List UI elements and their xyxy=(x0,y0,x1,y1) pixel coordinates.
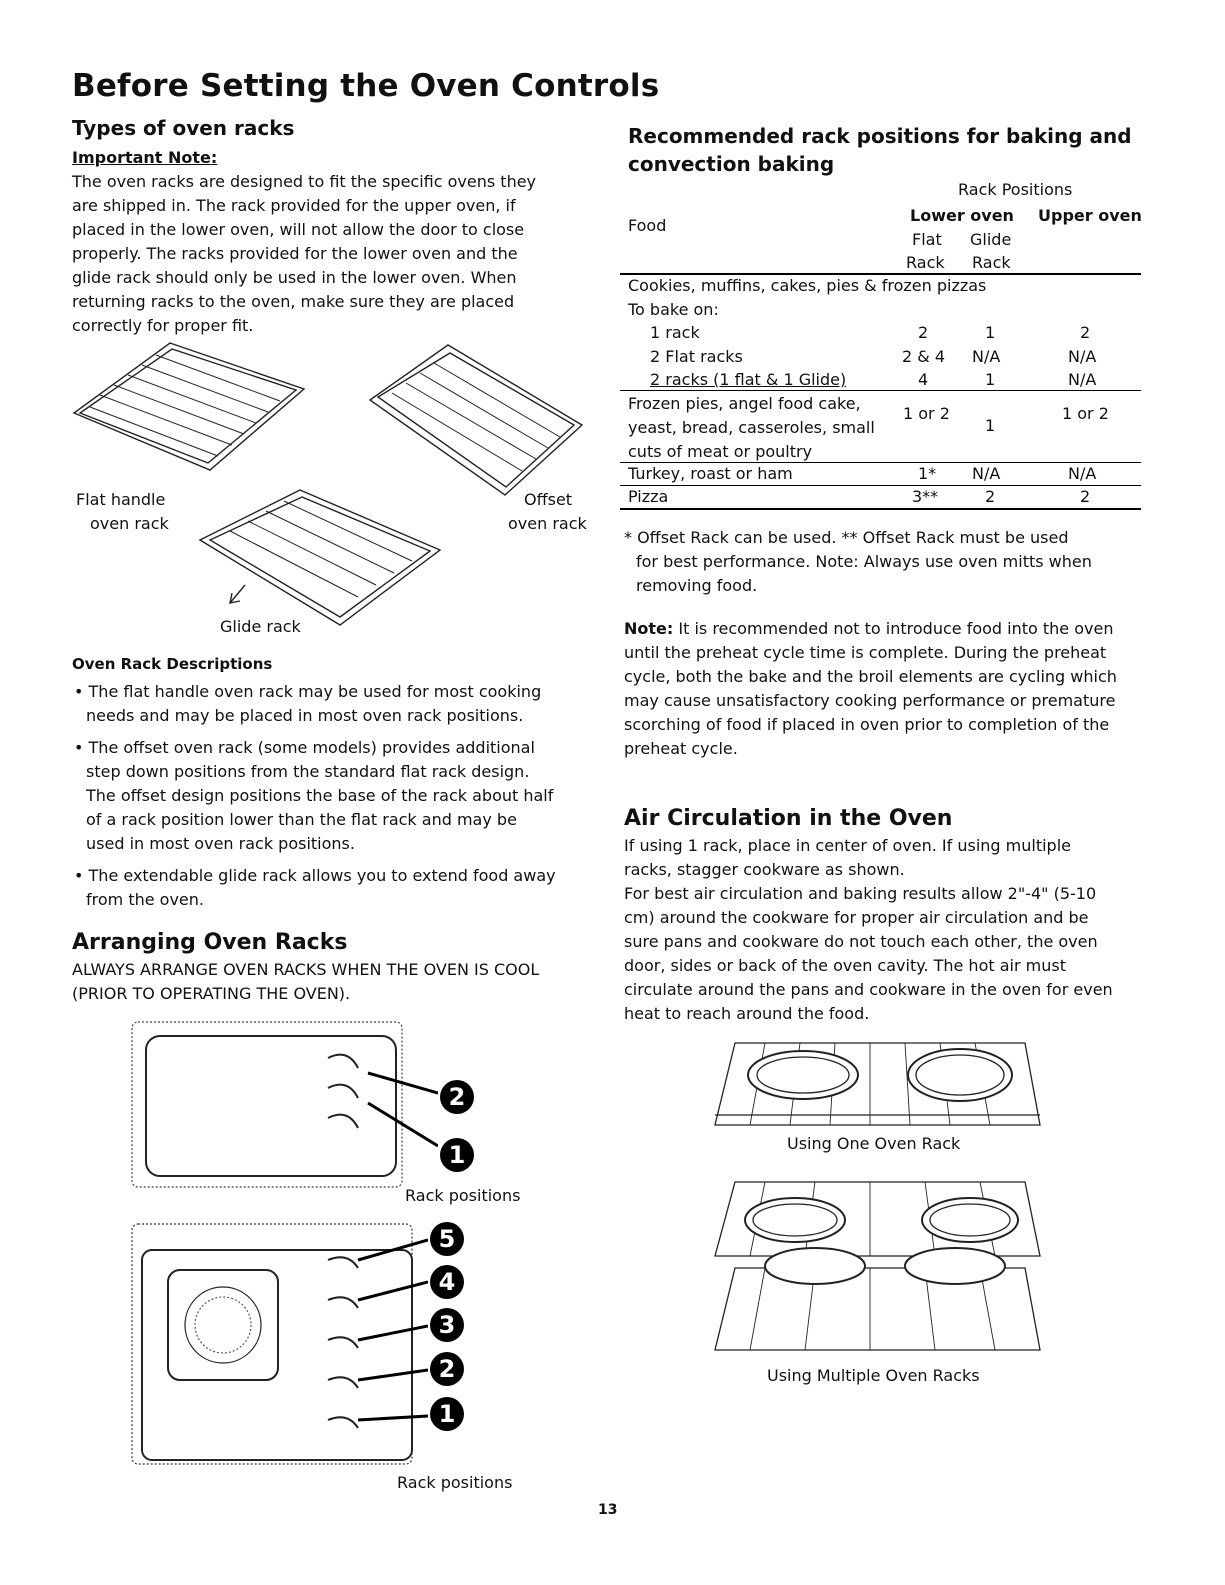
rack-positions-caption-2: Rack positions xyxy=(397,1473,513,1492)
row-glide: 1 xyxy=(985,323,996,342)
row-cookies: Cookies, muffins, cakes, pies & frozen pizzas xyxy=(628,276,987,295)
caption-multi-rack: Using Multiple Oven Racks xyxy=(767,1366,980,1385)
row-frozen: Frozen pies, angel food cake, yeast, bread, casseroles, small cuts of meat or poultry xyxy=(628,394,875,461)
one-rack-illustration xyxy=(705,1035,1050,1130)
lower-oven-header: Lower oven xyxy=(910,206,1014,225)
recommended-heading-1: Recommended rack positions for baking and xyxy=(628,124,1132,148)
offset-rack-label-2: oven rack xyxy=(508,514,587,533)
row-pizza: Pizza xyxy=(628,487,669,506)
arranging-heading: Arranging Oven Racks xyxy=(72,930,348,955)
flat-header-1: Flat xyxy=(912,230,942,249)
glide-header-1: Glide xyxy=(970,230,1012,249)
preheat-note: Note: It is recommended not to introduce food into the oven until the preheat cycle time is complete. During the preheat cycle, both the bake and the broil elements are cycling which may cause unsatisfactory cooking performance or premature scorching of food if placed in oven prior to completion of the preheat cycle. xyxy=(624,619,1117,758)
descriptions-list xyxy=(72,680,602,912)
row-glide: 1 xyxy=(985,370,996,389)
upper-oven-illustration xyxy=(128,1018,438,1193)
frozen-upper: 1 or 2 xyxy=(1062,404,1109,423)
table-rule xyxy=(620,508,1141,510)
rack-position-badge: 4 xyxy=(430,1265,464,1299)
pizza-flat: 3** xyxy=(912,487,939,506)
flat-rack-label-1: Flat handle xyxy=(76,490,166,509)
flat-rack-drawing xyxy=(74,343,304,470)
important-note-text: The oven racks are designed to fit the specific ovens they are shipped in. The rack provided for the upper oven, if placed in the lower oven, will not allow the door to close properly. The racks provided for the lower oven and the glide rack should only be used in the lower oven. When returning racks to the oven, make sure they are placed correctly for proper fit. xyxy=(72,172,537,335)
glide-header-2: Rack xyxy=(972,253,1011,272)
table-rule xyxy=(620,485,1141,486)
lower-oven-illustration xyxy=(128,1220,428,1470)
pizza-glide: 2 xyxy=(985,487,996,506)
turkey-flat: 1* xyxy=(918,464,937,483)
types-heading: Types of oven racks xyxy=(72,116,295,140)
rack-positions-header: Rack Positions xyxy=(958,180,1073,199)
rack-positions-caption-1: Rack positions xyxy=(405,1186,521,1205)
row-to-bake: To bake on: xyxy=(628,300,719,319)
glide-rack-label: Glide rack xyxy=(220,617,301,636)
caption-one-rack: Using One Oven Rack xyxy=(787,1134,961,1153)
row-upper: N/A xyxy=(1068,370,1097,389)
row-glide: N/A xyxy=(972,347,1001,366)
row-flat: 2 & 4 xyxy=(902,347,946,366)
description-bullet: • The offset oven rack (some models) provides additional step down positions from the standard flat rack design. The offset design positions the base of the rack about half of a rack position lower than the flat rack and may be used in most oven rack positions. xyxy=(74,738,554,853)
turkey-upper: N/A xyxy=(1068,464,1097,483)
row-food: 2 racks (1 flat & 1 Glide) xyxy=(650,370,847,389)
rack-position-badge: 2 xyxy=(440,1080,474,1114)
arranging-line-1: ALWAYS ARRANGE OVEN RACKS WHEN THE OVEN IS COOL xyxy=(72,960,540,979)
page-number: 13 xyxy=(598,1502,618,1518)
description-bullet: • The flat handle oven rack may be used for most cooking needs and may be placed in most oven rack positions. xyxy=(74,682,542,725)
offset-rack-drawing xyxy=(370,345,582,495)
arranging-line-2: (PRIOR TO OPERATING THE OVEN). xyxy=(72,984,351,1003)
flat-header-2: Rack xyxy=(906,253,945,272)
row-upper: 2 xyxy=(1080,323,1091,342)
flat-rack-label-2: oven rack xyxy=(90,514,169,533)
rack-position-badge: 5 xyxy=(430,1222,464,1256)
row-flat: 2 xyxy=(918,323,929,342)
air-circulation-text: If using 1 rack, place in center of oven. If using multiple racks, stagger cookware as shown. For best air circulation and baking results allow 2"-4" (5-10 cm) around the cookware for proper air circulation and be sure pans and cookware do not touch each other, the oven door, sides or back of the oven cavity. The hot air must circulate around the pans and cookware in the oven for even heat to reach around the food. xyxy=(624,836,1113,1023)
upper-oven-header: Upper oven xyxy=(1038,206,1142,225)
air-circulation-heading: Air Circulation in the Oven xyxy=(624,806,953,831)
description-bullet: • The extendable glide rack allows you to extend food away from the oven. xyxy=(74,866,556,909)
turkey-glide: N/A xyxy=(972,464,1001,483)
table-footnote: * Offset Rack can be used. ** Offset Rack must be used for best performance. Note: Always use oven mitts when removing food. xyxy=(624,528,1092,595)
row-food: 1 rack xyxy=(650,323,700,342)
rack-position-badge: 3 xyxy=(430,1308,464,1342)
food-header: Food xyxy=(628,216,667,235)
row-food: 2 Flat racks xyxy=(650,347,743,366)
glide-rack-drawing xyxy=(200,490,440,625)
row-flat: 4 xyxy=(918,370,929,389)
important-note-label: Important Note: xyxy=(72,148,218,167)
row-upper: N/A xyxy=(1068,347,1097,366)
frozen-glide: 1 xyxy=(985,416,996,435)
rack-position-badge: 1 xyxy=(440,1138,474,1172)
row-turkey: Turkey, roast or ham xyxy=(628,464,793,483)
table-rule xyxy=(620,273,1141,275)
page-title: Before Setting the Oven Controls xyxy=(72,68,660,104)
frozen-flat: 1 or 2 xyxy=(903,404,950,423)
table-rule xyxy=(620,390,1141,391)
table-rule xyxy=(620,462,1141,463)
recommended-heading-2: convection baking xyxy=(628,152,835,176)
descriptions-heading: Oven Rack Descriptions xyxy=(72,655,273,673)
rack-position-badge: 1 xyxy=(430,1397,464,1431)
pizza-upper: 2 xyxy=(1080,487,1091,506)
multi-rack-illustration xyxy=(705,1178,1050,1358)
offset-rack-label-1: Offset xyxy=(524,490,573,509)
rack-position-badge: 2 xyxy=(430,1352,464,1386)
